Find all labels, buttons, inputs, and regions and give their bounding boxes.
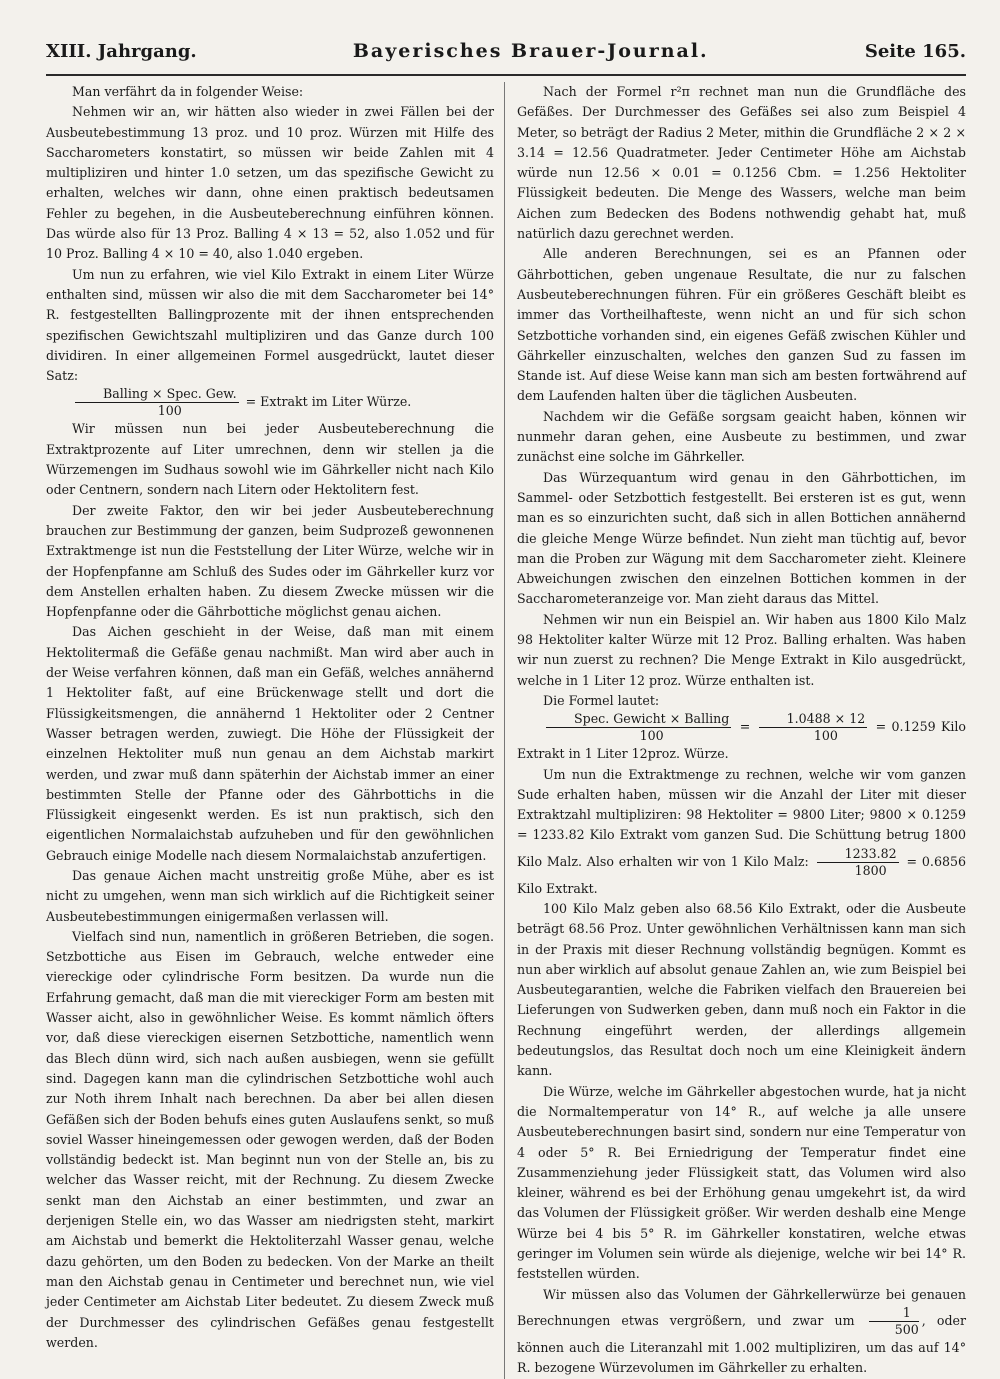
paragraph: Alle anderen Berechnungen, sei es an Pfannen oder Gährbottichen, geben ungenaue Resultate, die nur zu falschen Ausbeuteberechnungen führen. Für ein größeres Geschäft bleibt es immer das Vortheilhafteste, wenn nicht an und für sich schon Setzbottiche vorhanden sind, ein eigenes Gefäß zwischen Kühler und Gährkeller einzuschalten, welches den ganzen Sud zu fassen im Stande ist. Auf diese Weise kann man sich am besten fortwährend auf dem Laufenden halten über die täglichen Ausbeuten. xyxy=(517,246,966,404)
fraction-numerator: Spec. Gewicht × Balling xyxy=(546,711,731,728)
formula-result: = 0.6856 Kilo Extrakt. xyxy=(517,853,966,896)
volume-label: XIII. Jahrgang. xyxy=(46,41,197,62)
formula-result: = 0.1259 Kilo Extrakt in 1 Liter 12proz. Würze. xyxy=(517,719,966,762)
fraction-denominator: 100 xyxy=(157,403,182,419)
paragraph: Nachdem wir die Gefäße sorgsam geaicht haben, können wir nunmehr daran gehen, eine Ausbeute zu bestimmen, und zwar zunächst eine solche im Gährkeller. xyxy=(517,408,966,465)
fraction xyxy=(546,711,731,744)
paragraph: Vielfach sind nun, namentlich in größeren Betrieben, die sogen. Setzbottiche aus Eisen im Gebrauch, welche entweder eine viereckige oder cylindrische Form besitzen. Da wurde nun die Erfahrung gemacht, daß man die mit viereckiger Form am besten mit Wasser aicht, also in gewöhnlicher Weise. Es kommt nämlich öfters vor, daß diese viereckigen eisernen Setzbottiche, namentlich wenn das Blech dünn wird, sich nach außen ausbiegen, wenn sie gefüllt sind. Dagegen kann man die cylindrischen Setzbottiche wohl auch zur Noth ihrem Inhalt nach berechnen. Da aber bei allen diesen Gefäßen sich der Boden behufs eines guten Auslaufens senkt, so muß soviel Wasser hineingemessen oder gewogen werden, daß der Boden vollständig bedeckt ist. Man beginnt nun von der Stelle an, bis zu welcher das Wasser reicht, mit der Rechnung. Zu diesem Zwecke senkt man den Aichstab an einer bestimmten, und zwar an derjenigen Stelle ein, wo das Wasser am niedrigsten steht, markirt am Aichstab und bemerkt die Hektoliterzahl Wasser genau, welche dazu gehörten, um den Boden zu bedecken. Von der Marke an theilt man den Aichstab genau in Centimeter und berechnet nun, wie viel jeder Centimeter am Aichstab Liter bedeutet. Zu diesem Zweck muß der Durchmesser des cylindrischen Gefäßes genau festgestellt werden. xyxy=(46,928,494,1350)
formula-result: = Extrakt im Liter Würze. xyxy=(245,394,412,410)
paragraph-text: Wir müssen also das Volumen der Gährkellerwürze bei genauen Berechnungen etwas vergrößern, und zwar um xyxy=(517,1286,966,1328)
formula-extract-per-liter xyxy=(46,386,494,419)
paragraph: Die Formel lautet: xyxy=(543,692,660,708)
paragraph: Wir müssen nun bei jeder Ausbeuteberechnung die Extraktprozente auf Liter umrechnen, denn wir stellen ja die Würzemengen im Sudhaus sowohl wie im Gährkeller nicht nach Kilo oder Centnern, sondern nach Litern oder Hektolitern fest. xyxy=(46,421,494,498)
journal-title: Bayerisches Brauer-Journal. xyxy=(352,40,709,62)
right-column xyxy=(504,82,966,1379)
paragraph: Nehmen wir an, wir hätten also wieder in zwei Fällen bei der Ausbeutebestimmung 13 proz. und 10 proz. Würzen mit Hilfe des Saccharometers konstatirt, so müssen wir beide Zahlen mit 4 multipliziren und hinter 1.0 setzen, um das spezifische Gewicht zu erhalten, welches wir dann, ohne einen praktisch bedeutsamen Fehler zu begehen, in die Ausbeuteberechnung einführen können. Das würde also für 13 Proz. Balling 4 × 13 = 52, also 1.052 und für 10 Proz. Balling 4 × 10 = 40, also 1.040 ergeben. xyxy=(46,104,494,262)
paragraph: 100 Kilo Malz geben also 68.56 Kilo Extrakt, oder die Ausbeute beträgt 68.56 Proz. Unter gewöhnlichen Verhältnissen kann man sich in der Praxis mit dieser Rechnung vollständig begnügen. Kommt es nun aber wirklich auf absolut genaue Zahlen an, wie zum Beispiel bei Ausbeutegarantien, welche die Fabriken vielfach den Brauereien bei Lieferungen von Sudwerken geben, dann muß noch ein Faktor in die Rechnung eingeführt werden, der allerdings allgemein bedeutungslos, das Resultat doch noch um eine Kleinigkeit ändern kann. xyxy=(517,900,966,1079)
page-header xyxy=(46,40,966,76)
fraction-denominator: 1800 xyxy=(854,862,887,878)
fraction-numerator: 1233.82 xyxy=(817,846,899,863)
paragraph xyxy=(517,765,966,899)
paragraph: Das Würzequantum wird genau in den Gährbottichen, im Sammel- oder Setzbottich festgestellt. Bei ersteren ist es gut, wenn man es so einzurichten sucht, daß sich in allen Bottichen annähernd die gleiche Menge Würze befindet. Nun zieht man tüchtig auf, bevor man die Proben zur Wägung mit dem Saccharometer zieht. Kleinere Abweichungen zwischen den einzelnen Bottichen kommen in der Saccharometeranzeige vor. Man zieht daraus das Mittel. xyxy=(517,469,966,607)
paragraph: Um nun zu erfahren, wie viel Kilo Extrakt in einem Liter Würze enthalten sind, müssen wir also die mit dem Saccharometer bei 14° R. festgestellten Ballingprozente mit der ihnen entsprechenden spezifischen Gewichtszahl multipliziren und das Ganze durch 100 dividiren. In einer allgemeinen Formel ausgedrückt, lautet dieser Satz: xyxy=(46,266,494,384)
page-number: Seite 165. xyxy=(864,41,966,62)
paragraph: Nehmen wir nun ein Beispiel an. Wir haben aus 1800 Kilo Malz 98 Hektoliter kalter Würze mit 12 Proz. Balling erhalten. Was haben wir nun zuerst zu rechnen? Die Menge Extrakt in Kilo ausgedrückt, welche in 1 Liter 12 proz. Würze enthalten ist. xyxy=(517,611,966,688)
fraction-numerator: 1.0488 × 12 xyxy=(759,711,868,728)
paragraph: Die Würze, welche im Gährkeller abgestochen wurde, hat ja nicht die Normaltemperatur von 14° R., auf welche ja alle unsere Ausbeuteberechnungen basirt sind, sondern nur eine Temperatur von 4 oder 5° R. Bei Erniedrigung der Temperatur findet eine Zusammenziehung jeder Flüssigkeit statt, das Volumen wird also kleiner, während es bei der Erhöhung genau umgekehrt ist, da wird das Volumen der Flüssigkeit größer. Wir werden deshalb eine Menge Würze bei 4 bis 5° R. im Gährkeller konstatiren, welche etwas geringer im Volumen sein würde als diejenige, welche wir bei 14° R. feststellen würden. xyxy=(517,1083,966,1282)
fraction xyxy=(75,386,239,419)
fraction-denominator: 500 xyxy=(894,1321,919,1337)
equals-sign: = xyxy=(739,719,751,735)
paragraph: Der zweite Faktor, den wir bei jeder Ausbeuteberechnung brauchen zur Bestimmung der ganzen, beim Sudprozeß gewonnenen Extraktmenge ist nun die Feststellung der Liter Würze, welche wir in der Hopfenpfanne am Schluß des Sudes oder im Gährkeller kurz vor dem Anstellen erhalten haben. Zu diesem Zwecke müssen wir die Hopfenpfanne oder die Gährbottiche möglichst genau aichen. xyxy=(46,502,494,620)
left-column xyxy=(46,82,504,1379)
fraction-numerator: 1 xyxy=(869,1305,919,1322)
paragraph: Nach der Formel r²π rechnet man nun die Grundfläche des Gefäßes. Der Durchmesser des Gefäßes sei also zum Beispiel 4 Meter, so beträgt der Radius 2 Meter, mithin die Grundfläche 2 × 2 × 3.14 = 12.56 Quadratmeter. Jeder Centimeter Höhe am Aichstab würde nun 12.56 × 0.01 = 0.1256 Cbm. = 1.256 Hektoliter Flüssigkeit bedeuten. Die Menge des Wassers, welche man beim Aichen zum Bedecken des Bodens nothwendig gehabt hat, muß natürlich dazu gerechnet werden. xyxy=(517,84,966,242)
paragraph: Das Aichen geschieht in der Weise, daß man mit einem Hektolitermaß die Gefäße genau nachmißt. Man wird aber auch in der Weise verfahren können, daß man ein Gefäß, welches annähernd 1 Hektoliter faßt, auf eine Brückenwage stellt und dort die Flüssigkeitsmengen, die annähernd 1 Hektoliter oder 2 Centner Wasser betragen werden, zuwiegt. Die Höhe der Flüssigkeit der einzelnen Hektoliter muß nun genau an dem Aichstab markirt werden, und zwar muß dann späterhin der Aichstab immer an einer bestimmten Stelle der Pfanne oder des Gährbottichs in die Flüssigkeit eingesenkt werden. Es ist nun praktisch, sich den eigentlichen Normalaichstab aufzuheben und für den gewöhnlichen Gebrauch einige Modelle nach diesem Normalaichstab anzufertigen. xyxy=(46,624,494,863)
fraction xyxy=(817,846,899,879)
paragraph: Man verfährt da in folgender Weise: xyxy=(72,84,304,99)
fraction-denominator: 100 xyxy=(813,728,838,744)
paragraph xyxy=(517,1285,966,1379)
fraction-denominator: 100 xyxy=(639,728,664,744)
fraction-numerator: Balling × Spec. Gew. xyxy=(75,386,239,403)
paragraph-text: , oder können auch die Literanzahl mit 1.002 multipliziren, um das auf 14° R. bezogene Würzevolumen im Gährkeller zu erhalten. xyxy=(517,1312,966,1376)
fraction xyxy=(759,711,868,744)
fraction xyxy=(869,1305,919,1338)
formula-example xyxy=(517,711,966,764)
text-columns xyxy=(46,82,966,1379)
paragraph-text: Um nun die Extraktmenge zu rechnen, welche wir vom ganzen Sude erhalten haben, müssen wir die Anzahl der Liter mit dieser Extraktzahl multipliziren: 98 Hektoliter = 9800 Liter; 9800 × 0.1259 = 1233.82 Kilo Extrakt vom ganzen Sud. Die Schüttung betrug 1800 Kilo Malz. Also erhalten wir von 1 Kilo Malz: xyxy=(517,766,966,869)
paragraph: Das genaue Aichen macht unstreitig große Mühe, aber es ist nicht zu umgehen, wenn man sich wirklich auf die Richtigkeit seiner Ausbeutebestimmungen einigermaßen verlassen will. xyxy=(46,867,494,924)
